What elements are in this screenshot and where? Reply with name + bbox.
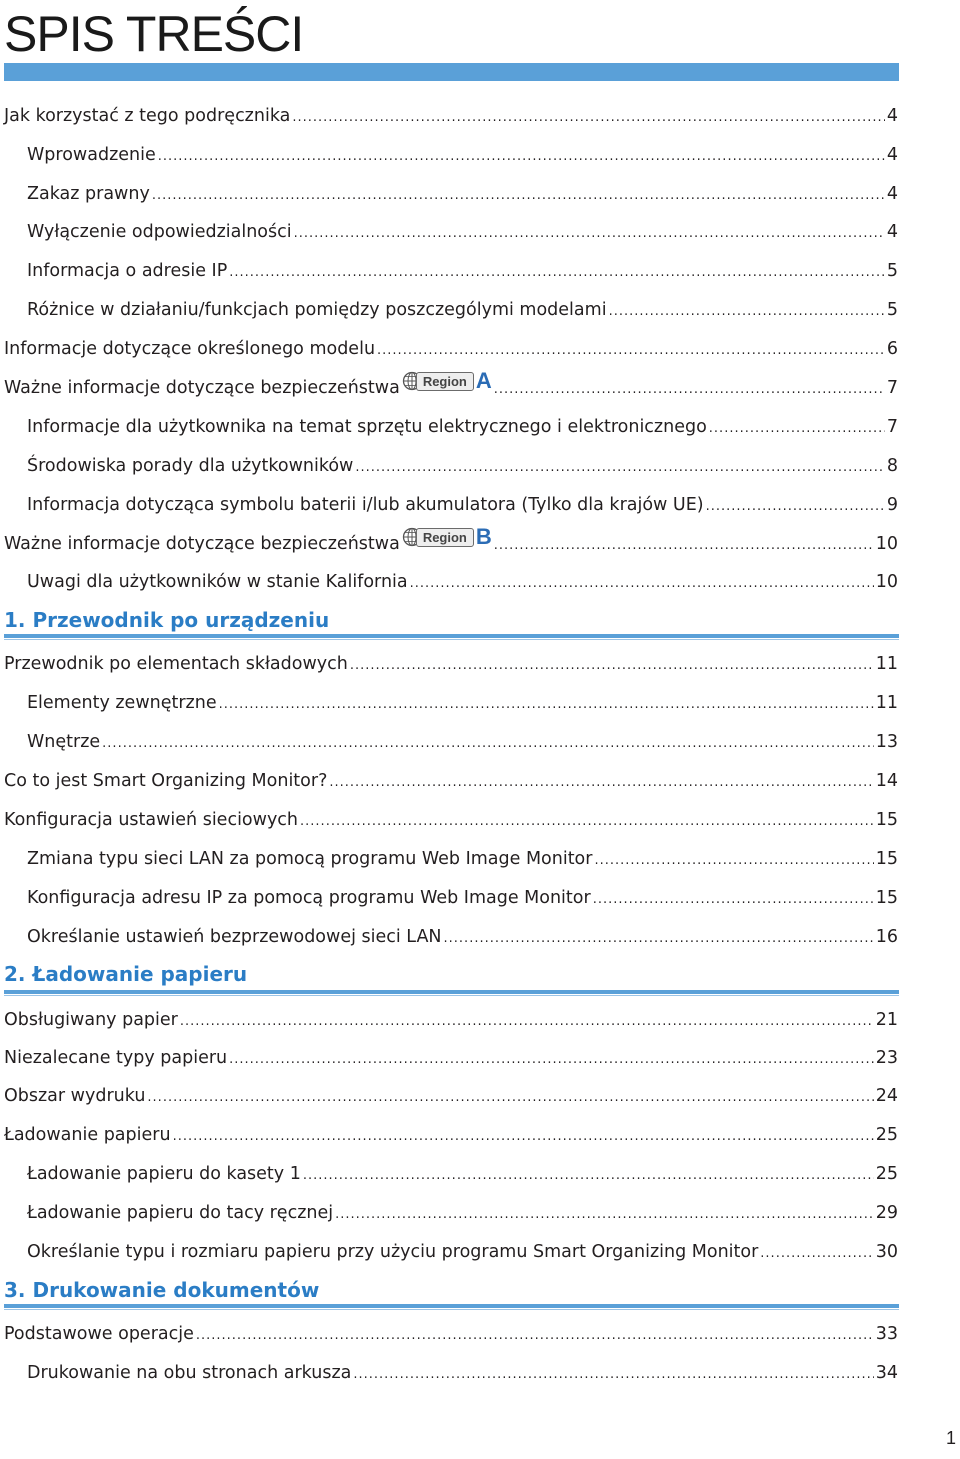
toc-entry-label: Zakaz prawny — [27, 184, 150, 204]
toc-entry[interactable] — [27, 727, 898, 757]
chapter-heading[interactable]: 2. Ładowanie papieru — [4, 962, 248, 986]
toc-entry[interactable] — [4, 766, 898, 796]
dot-leader — [180, 1007, 874, 1037]
toc-page-number: 4 — [886, 145, 898, 165]
chapter-rule — [4, 634, 899, 638]
toc-entry[interactable] — [27, 1358, 898, 1388]
region-badge — [402, 368, 492, 393]
toc-page-number: 15 — [875, 849, 898, 869]
dot-leader — [229, 258, 885, 288]
toc-entry-label: Informacje dla użytkownika na temat sprzętu elektrycznego i elektronicznego — [27, 417, 707, 437]
dot-leader — [350, 651, 874, 681]
toc-page-number: 5 — [886, 300, 898, 320]
toc-entry-label: Zmiana typu sieci LAN za pomocą programu Web Image Monitor — [27, 849, 593, 869]
toc-entry[interactable] — [4, 1120, 898, 1150]
toc-entry-label: Określanie ustawień bezprzewodowej sieci LAN — [27, 927, 442, 947]
dot-leader — [377, 336, 885, 366]
toc-page-number: 29 — [875, 1203, 898, 1223]
toc-page-number: 13 — [875, 732, 898, 752]
toc-page-number: 16 — [875, 927, 898, 947]
toc-page-number: 21 — [875, 1010, 898, 1030]
toc-entry[interactable] — [4, 524, 898, 559]
region-badge-letter: B — [475, 524, 492, 549]
toc-page-number: 15 — [875, 888, 898, 908]
toc-page-number: 34 — [875, 1363, 898, 1383]
dot-leader — [444, 924, 874, 954]
toc-entry-label: Co to jest Smart Organizing Monitor? — [4, 771, 328, 791]
toc-entry[interactable] — [27, 688, 898, 718]
chapter-rule — [4, 1304, 899, 1308]
toc-entry[interactable] — [27, 1159, 898, 1189]
toc-page-number: 4 — [886, 106, 898, 126]
dot-leader — [335, 1200, 874, 1230]
toc-entry-label: Uwagi dla użytkowników w stanie Kalifornia — [27, 572, 408, 592]
dot-leader — [303, 1161, 874, 1191]
toc-entry[interactable] — [27, 179, 898, 209]
toc-entry-label: Obszar wydruku — [4, 1086, 146, 1106]
toc-entry[interactable] — [27, 922, 898, 952]
dot-leader — [152, 181, 885, 211]
toc-entry-label: Określanie typu i rozmiaru papieru przy użyciu programu Smart Organizing Monitor — [27, 1242, 759, 1262]
dot-leader — [173, 1122, 874, 1152]
dot-leader — [353, 1360, 873, 1390]
toc-entry-label: Ważne informacje dotyczące bezpieczeństwa — [4, 378, 400, 398]
toc-page-number: 10 — [875, 572, 898, 592]
toc-page-number: 5 — [886, 261, 898, 281]
toc-page-number: 11 — [875, 654, 898, 674]
dot-leader — [706, 492, 885, 522]
toc-entry[interactable] — [4, 1081, 898, 1111]
toc-entry[interactable] — [27, 844, 898, 874]
toc-page-number: 8 — [886, 456, 898, 476]
toc-entry[interactable] — [27, 567, 898, 597]
dot-leader — [410, 569, 874, 599]
region-badge-letter: A — [475, 368, 492, 393]
toc-entry[interactable] — [27, 1237, 898, 1267]
toc-entry[interactable] — [4, 368, 898, 403]
region-badge-label: Region — [416, 372, 474, 391]
toc-entry-label: Przewodnik po elementach składowych — [4, 654, 348, 674]
dot-leader — [593, 885, 874, 915]
dot-leader — [219, 690, 874, 720]
region-badge-label: Region — [416, 528, 474, 547]
toc-entry-label: Wyłączenie odpowiedzialności — [27, 222, 292, 242]
dot-leader — [609, 297, 885, 327]
dot-leader — [292, 103, 884, 133]
toc-entry-label: Środowiska porady dla użytkowników — [27, 456, 354, 476]
chapter-heading[interactable]: 3. Drukowanie dokumentów — [4, 1278, 320, 1302]
toc-entry-label: Informacje dotyczące określonego modelu — [4, 339, 376, 359]
toc-page-number: 4 — [886, 184, 898, 204]
toc-page-number: 24 — [875, 1086, 898, 1106]
toc-entry[interactable] — [4, 1043, 898, 1073]
chapter-rule — [4, 990, 899, 994]
dot-leader — [294, 219, 885, 249]
toc-entry-label: Ładowanie papieru do tacy ręcznej — [27, 1203, 334, 1223]
toc-entry-label: Różnice w działaniu/funkcjach pomiędzy poszczególymi modelami — [27, 300, 607, 320]
toc-entry[interactable] — [27, 451, 898, 481]
dot-leader — [494, 375, 885, 405]
toc-page-number: 10 — [875, 534, 898, 554]
toc-page-number: 7 — [886, 378, 898, 398]
toc-page-number: 30 — [875, 1242, 898, 1262]
toc-entry[interactable] — [27, 1198, 898, 1228]
toc-entry-label: Konfiguracja ustawień sieciowych — [4, 810, 299, 830]
toc-entry-label: Obsługiwany papier — [4, 1010, 178, 1030]
toc-entry[interactable] — [27, 217, 898, 247]
toc-entry-label: Informacja o adresie IP — [27, 261, 228, 281]
chapter-heading[interactable]: 1. Przewodnik po urządzeniu — [4, 608, 330, 632]
toc-page-number: 33 — [875, 1324, 898, 1344]
toc-entry-label: Ładowanie papieru do kasety 1 — [27, 1164, 301, 1184]
toc-entry[interactable] — [27, 295, 898, 325]
dot-leader — [147, 1083, 873, 1113]
title-accent-bar — [4, 63, 899, 81]
dot-leader — [494, 531, 874, 561]
toc-entry[interactable] — [27, 883, 898, 913]
toc-page-number: 9 — [886, 495, 898, 515]
toc-entry[interactable] — [4, 334, 898, 364]
toc-entry[interactable] — [27, 140, 898, 170]
dot-leader — [329, 768, 873, 798]
toc-entry[interactable] — [4, 649, 898, 679]
toc-entry-label: Niezalecane typy papieru — [4, 1048, 228, 1068]
toc-page-number: 25 — [875, 1164, 898, 1184]
toc-entry-label: Ważne informacje dotyczące bezpieczeństwa — [4, 534, 400, 554]
toc-page-number: 4 — [886, 222, 898, 242]
toc-entry[interactable] — [27, 490, 898, 520]
toc-entry-label: Wprowadzenie — [27, 145, 156, 165]
toc-page-number: 15 — [875, 810, 898, 830]
dot-leader — [709, 414, 885, 444]
dot-leader — [196, 1321, 874, 1351]
region-badge — [402, 524, 492, 549]
toc-entry-label: Ładowanie papieru — [4, 1125, 171, 1145]
toc-page-number: 25 — [875, 1125, 898, 1145]
dot-leader — [594, 846, 873, 876]
toc-entry-label: Wnętrze — [27, 732, 101, 752]
page-number: 1 — [945, 1428, 956, 1448]
toc-entry-label: Konfiguracja adresu IP za pomocą programu Web Image Monitor — [27, 888, 591, 908]
toc-page-number: 7 — [886, 417, 898, 437]
toc-page-number: 23 — [875, 1048, 898, 1068]
toc-page-number: 11 — [875, 693, 898, 713]
toc-entry[interactable] — [4, 805, 898, 835]
toc-entry-label: Informacja dotycząca symbolu baterii i/lub akumulatora (Tylko dla krajów UE) — [27, 495, 704, 515]
dot-leader — [102, 729, 874, 759]
toc-entry-label: Podstawowe operacje — [4, 1324, 194, 1344]
dot-leader — [355, 453, 884, 483]
toc-entry[interactable] — [27, 412, 898, 442]
dot-leader — [760, 1239, 873, 1269]
toc-entry[interactable] — [4, 101, 898, 131]
toc-entry-label: Jak korzystać z tego podręcznika — [4, 106, 291, 126]
toc-entry[interactable] — [4, 1319, 898, 1349]
toc-page-number: 14 — [875, 771, 898, 791]
toc-entry[interactable] — [4, 1005, 898, 1035]
toc-page-number: 6 — [886, 339, 898, 359]
dot-leader — [300, 807, 874, 837]
toc-entry[interactable] — [27, 256, 898, 286]
page-title: SPIS TREŚCI — [4, 6, 304, 62]
dot-leader — [158, 142, 885, 172]
dot-leader — [229, 1045, 874, 1075]
toc-entry-label: Drukowanie na obu stronach arkusza — [27, 1363, 352, 1383]
toc-entry-label: Elementy zewnętrzne — [27, 693, 217, 713]
